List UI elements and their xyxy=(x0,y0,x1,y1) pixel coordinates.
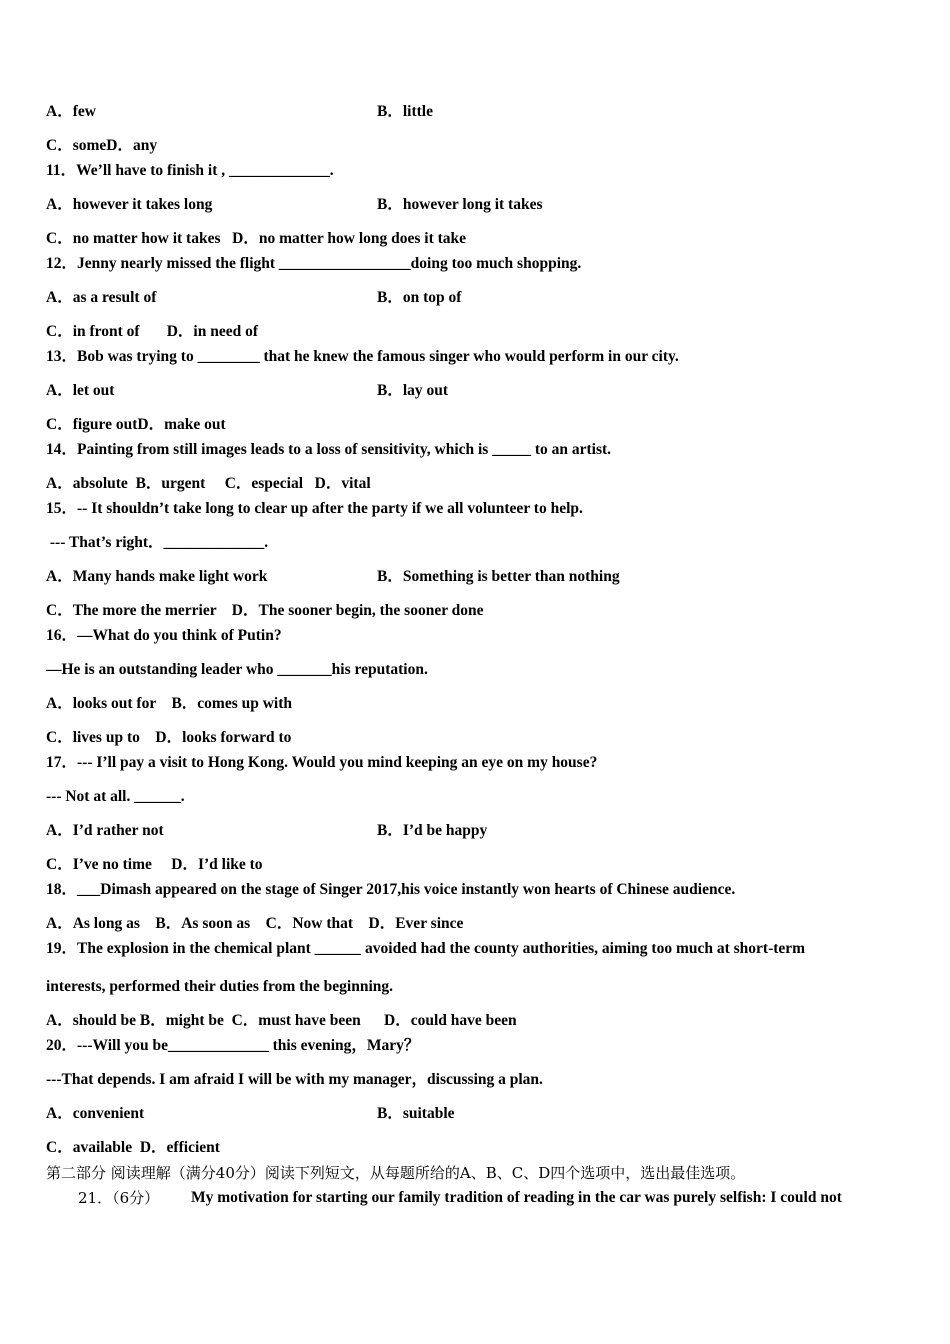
q11-stem: 11．We’ll have to finish it , _____________. xyxy=(46,162,334,179)
q20-stem-reply: ---That depends. I am afraid I will be with my manager，discussing a plan. xyxy=(46,1071,543,1088)
q10-option-a: A．few xyxy=(46,103,96,120)
q11-option-cd: C．no matter how it takes D．no matter how long does it take xyxy=(46,230,467,247)
q14-options: A．absolute B．urgent C．especial D．vital xyxy=(46,475,371,492)
q21-number: 21．（6分） xyxy=(78,1189,160,1207)
q11-option-a: A．however it takes long xyxy=(46,196,213,213)
q12-stem: 12．Jenny nearly missed the flight _________________doing too much shopping. xyxy=(46,255,582,272)
q11-option-b: B．however long it takes xyxy=(377,196,543,213)
q17-stem: 17．--- I’ll pay a visit to Hong Kong. Would you mind keeping an eye on my house? xyxy=(46,754,598,771)
q21-text: My motivation for starting our family tradition of reading in the car was purely selfish: I could not xyxy=(191,1189,842,1206)
q15-option-cd: C．The more the merrier D．The sooner begin, the sooner done xyxy=(46,602,484,619)
q12-option-b: B．on top of xyxy=(377,289,462,306)
q17-option-a: A．I’d rather not xyxy=(46,822,164,839)
q20-option-cd: C．available D．efficient xyxy=(46,1139,220,1156)
q13-option-b: B．lay out xyxy=(377,382,449,399)
q14-stem: 14．Painting from still images leads to a loss of sensitivity, which is _____ to an artist. xyxy=(46,441,612,458)
q16-stem-reply: —He is an outstanding leader who _______his reputation. xyxy=(46,661,428,678)
part2-heading: 第二部分 阅读理解（满分40分）阅读下列短文，从每题所给的A、B、C、D四个选项中，选出最佳选项。 xyxy=(46,1164,746,1182)
q12-option-a: A．as a result of xyxy=(46,289,157,306)
q10-option-b: B．little xyxy=(377,103,433,120)
q12-option-cd: C．in front of D．in need of xyxy=(46,323,258,340)
q15-stem: 15．-- It shouldn’t take long to clear up after the party if we all volunteer to help. xyxy=(46,500,583,517)
q13-option-cd: C．figure outD．make out xyxy=(46,416,226,433)
q20-option-a: A．convenient xyxy=(46,1105,145,1122)
q19-stem: 19．The explosion in the chemical plant ______ avoided had the county authorities, aiming too much at short-term xyxy=(46,940,806,957)
q17-stem-reply: --- Not at all. ______. xyxy=(46,788,185,805)
q17-option-b: B．I’d be happy xyxy=(377,822,488,839)
q16-option-ab: A．looks out for B．comes up with xyxy=(46,695,293,712)
q15-stem-reply: --- That’s right．_____________. xyxy=(46,534,269,551)
q15-option-a: A．Many hands make light work xyxy=(46,568,268,585)
q19-options: A．should be B．might be C．must have been D．could have been xyxy=(46,1012,517,1029)
q19-stem-cont: interests, performed their duties from the beginning. xyxy=(46,978,394,995)
q13-stem: 13．Bob was trying to ________ that he knew the famous singer who would perform in our city. xyxy=(46,348,679,365)
q13-option-a: A．let out xyxy=(46,382,115,399)
q15-option-b: B．Something is better than nothing xyxy=(377,568,620,585)
q17-option-cd: C．I’ve no time D．I’d like to xyxy=(46,856,263,873)
q16-option-cd: C．lives up to D．looks forward to xyxy=(46,729,292,746)
q20-option-b: B．suitable xyxy=(377,1105,455,1122)
q10-option-cd: C．someD．any xyxy=(46,137,158,154)
q20-stem: 20．---Will you be_____________ this evening，Mary？ xyxy=(46,1037,420,1054)
q18-options: A．As long as B．As soon as C．Now that D．Ever since xyxy=(46,915,464,932)
q18-stem: 18．___Dimash appeared on the stage of Singer 2017,his voice instantly won hearts of Chinese audience. xyxy=(46,881,736,898)
q16-stem: 16．—What do you think of Putin? xyxy=(46,627,282,644)
